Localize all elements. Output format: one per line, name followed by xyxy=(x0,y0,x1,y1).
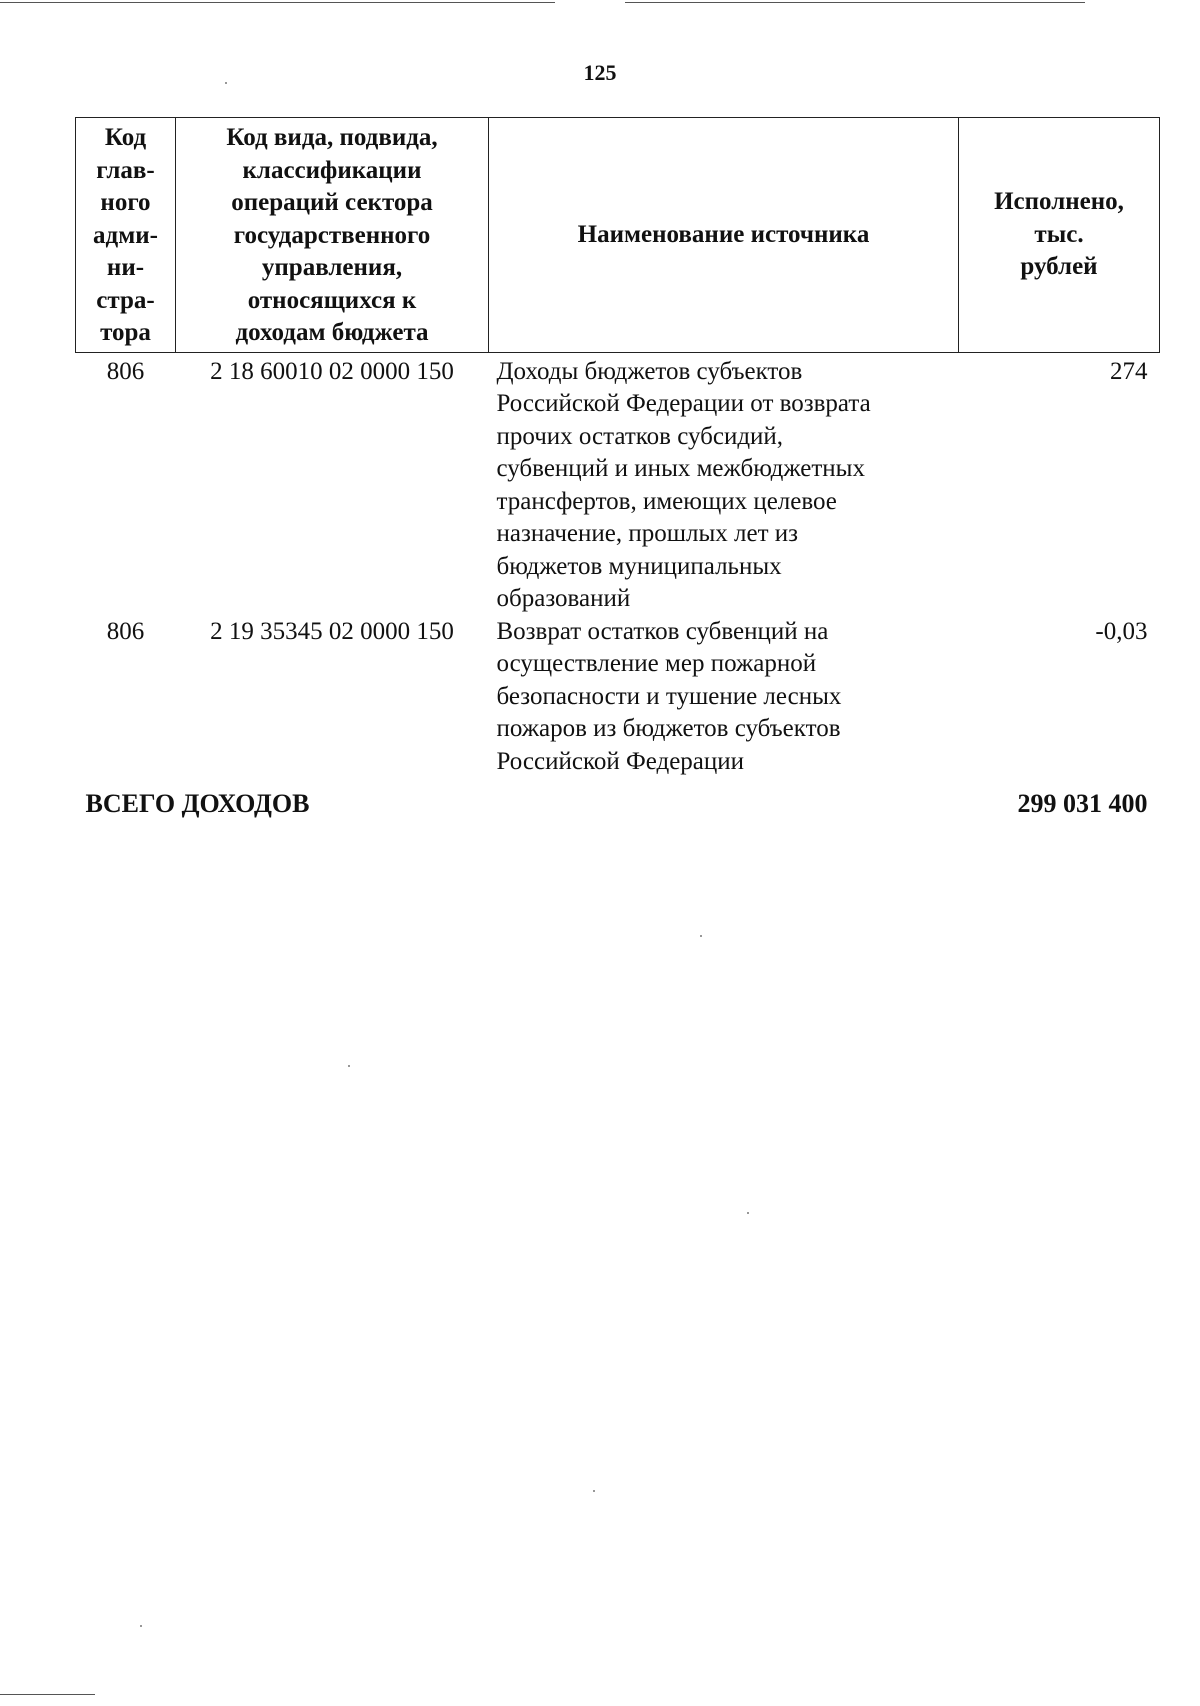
header-admin-code-line: ни- xyxy=(106,254,145,281)
source-name-line: Доходы бюджетов субъектов xyxy=(496,357,803,385)
header-kbk-line: Код вида, подвида, xyxy=(226,124,438,151)
scan-speck xyxy=(747,1212,749,1214)
header-kbk-line: доходам бюджета xyxy=(235,319,429,346)
scan-speck xyxy=(140,1625,142,1627)
admin-code-cell: 806 xyxy=(106,617,145,645)
scan-speck xyxy=(593,1490,595,1492)
header-classification-code xyxy=(176,118,489,353)
header-amount-line: рублей xyxy=(1020,253,1098,280)
header-kbk-line: управления, xyxy=(261,254,403,281)
admin-code-cell: 806 xyxy=(106,357,145,385)
header-admin-code-line: тора xyxy=(100,319,151,346)
classification-code-cell: 2 18 60010 02 0000 150 xyxy=(210,357,454,385)
header-kbk-line: государственного xyxy=(233,221,431,249)
scan-edge-top-left xyxy=(0,2,555,3)
total-amount: 299 031 400 xyxy=(1017,789,1148,818)
scan-edge-bottom-left xyxy=(0,1694,95,1695)
header-admin-code-line: адми- xyxy=(93,221,158,249)
source-name-line: субвенций и иных межбюджетных xyxy=(496,455,865,482)
source-name-line: бюджетов муниципальных xyxy=(496,552,782,580)
header-admin-code xyxy=(76,118,176,353)
table-row xyxy=(76,616,1160,779)
classification-code-cell: 2 19 35345 02 0000 150 xyxy=(210,617,454,645)
source-name-line: образований xyxy=(496,585,631,612)
amount-cell: -0,03 xyxy=(1095,617,1148,645)
header-kbk-line: классификации xyxy=(242,156,422,184)
source-name-cell xyxy=(489,616,959,779)
header-admin-code-line: глав- xyxy=(96,156,155,184)
source-name-line: Российской Федерации xyxy=(496,747,745,775)
total-row xyxy=(76,778,1160,821)
header-amount xyxy=(959,118,1160,353)
page-number: 125 xyxy=(583,60,617,85)
source-name-line: Российской Федерации от возврата xyxy=(496,390,871,417)
header-amount-line: Исполнено, xyxy=(994,188,1124,215)
source-name-cell xyxy=(489,352,959,616)
source-name-line: назначение, прошлых лет из xyxy=(496,520,799,547)
source-name-line: Возврат остатков субвенций на xyxy=(496,617,829,645)
scan-edge-top-right xyxy=(625,2,1085,3)
source-name-line: трансфертов, имеющих целевое xyxy=(496,487,837,515)
source-name-line: прочих остатков субсидий, xyxy=(496,422,784,450)
total-label: ВСЕГО ДОХОДОВ xyxy=(85,789,310,818)
source-name-line: пожаров из бюджетов субъектов xyxy=(496,715,841,742)
header-source-name: Наименование источника xyxy=(489,118,959,353)
scan-speck xyxy=(700,935,702,937)
header-kbk-line: операций сектора xyxy=(231,189,433,216)
header-kbk-line: относящихся к xyxy=(247,286,417,314)
header-admin-code-line: ного xyxy=(100,189,151,216)
header-amount-line: тыс. xyxy=(1034,220,1084,248)
header-admin-code-line: Код xyxy=(104,124,147,151)
revenue-table xyxy=(75,117,1160,821)
scan-speck xyxy=(225,82,227,84)
source-name-line: безопасности и тушение лесных xyxy=(496,682,842,710)
header-admin-code-line: стра- xyxy=(96,286,155,314)
scan-speck xyxy=(348,1065,350,1067)
amount-cell: 274 xyxy=(1110,357,1148,385)
table-row xyxy=(76,352,1160,616)
source-name-line: осуществление мер пожарной xyxy=(496,650,817,677)
table-header-row xyxy=(76,118,1160,353)
